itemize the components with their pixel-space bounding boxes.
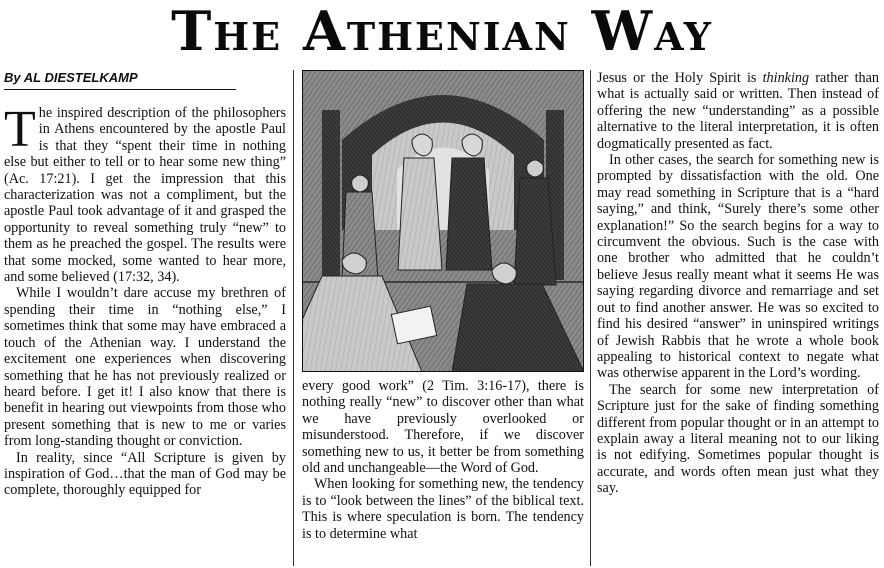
article-title: The Athenian Way [171,0,713,63]
column-divider-left [293,70,294,566]
paragraph: The search for some new interpretation of Scripture just for the sake of finding something different from popular thought or in an attempt to explain away a literal meaning not to our liking is not edifying. Sometimes popular thought is accurate, and words often mean just what they say. [597,381,879,497]
article-column-3 [597,70,879,565]
byline: By AL DIESTELKAMP [4,70,138,85]
drop-cap: T [4,105,36,158]
paragraph: The inspired description of the philosophers in Athens encountered by the apostle Paul is that they “spent their time in nothing else but either to tell or to hear some new thing” (Ac. 17:21). I get the impression that this characterization was not a compliment, but the apostle Paul took advantage of it and grasped the opportunity to reveal something truly “new” to them as he preached the gospel. The results were that some mocked, some wanted to hear more, and some believed (17:32, 34). [4,105,286,286]
emphasis: thinking [762,70,810,86]
engraving-artwork [302,70,584,372]
paragraph: In reality, since “All Scripture is given by inspiration of God…that the man of God may be complete, thoroughly equipped for [4,449,286,499]
paragraph: When looking for something new, the tendency is to “look between the lines” of the biblical text. This is where speculation is born. The tendency is to determine what [302,476,584,542]
paragraph: every good work” (2 Tim. 3:16-17), there is nothing really “new” to discover other than what we have previously overlooked or misunderstood. Therefore, if we discover something new to us, it better be from something old and unchangeable—the Word of God. [302,378,584,477]
paragraph: Jesus or the Holy Spirit is thinking rather than what is actually said or written. Then instead of offering the new “understanding” as a possible alternative to the literal interpretation, it is often dogmatically presented as fact. [597,70,879,152]
paragraph: In other cases, the search for something new is prompted by dissatisfaction with the old. One may read something in Scripture that is a “hard saying,” and think, “Surely there’s some other explanation!” So the search begins for a way to circumvent the obvious. Such is the case with one brother who admitted that he couldn’t believe Jesus really meant what it seems He was saying regarding divorce and remarriage and set out to find another answer. He was so excited to find his desired “answer” in uninspired writings of Jewish Rabbis that he wrote a whole book appealing to historical context to negate what was otherwise apparent in the Lord’s wording. [597,152,879,382]
column-divider-right [590,70,591,566]
article-column-2 [302,378,584,566]
paragraph: While I wouldn’t dare accuse my brethren of spending their time in “nothing else,” I sometimes think that some may have embraced a touch of the Athenian way. I understand the excitement one experiences when discovering something that he has not previously realized or heard before. I get it! I also know that there is benefit in hearing out viewpoints from those who present something that is new to me or varies from long-standing thought or conviction. [4,285,286,450]
article-column-1 [4,105,286,565]
engraving-illustration [302,70,584,372]
byline-rule [4,89,236,90]
